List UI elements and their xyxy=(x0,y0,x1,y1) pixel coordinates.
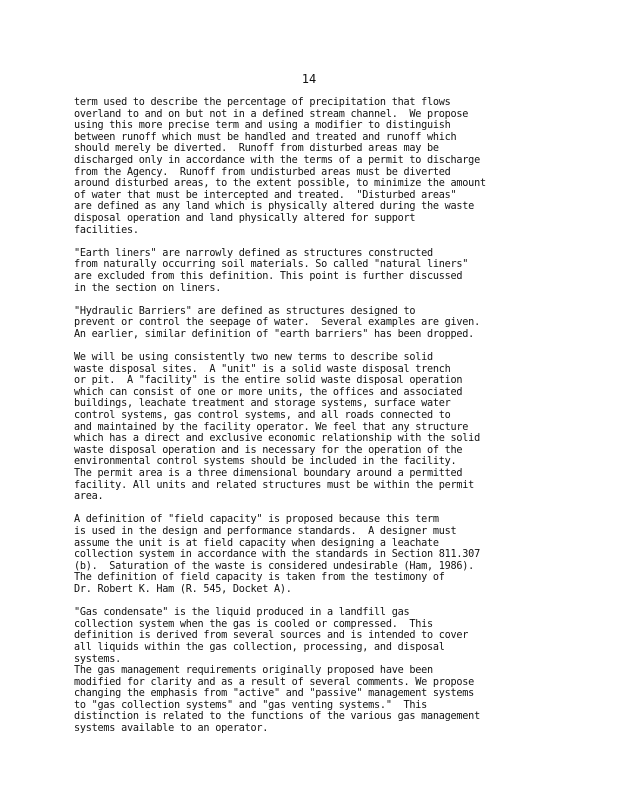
paragraph-field-capacity: A definition of "field capacity" is proposed because this term is used in the design and performance standards. A designer must assume the unit is at field capacity when designing a leachate collection system in accordance with the standards in Section 811.307 (b). Saturation of the waste is considered undesirable (Ham, 1986). The definition of field capacity is taken from the testimony of Dr. Robert K. Ham (R. 545, Docket A). xyxy=(74,514,480,595)
paragraph-unit-facility: We will be using consistently two new terms to describe solid waste disposal sites. A "unit" is a solid waste disposal trench or pit. A "facility" is the entire solid waste disposal operation which can consist of one or more units, the offices and associated buildings, leachate treatment and storage systems, surface water control systems, gas control systems, and all roads connected to and maintained by the facility operator. We feel that any structure which has a direct and exclusive economic relationship with the solid waste disposal operation and is necessary for the operation of the environmental control systems should be included in the facility. The permit area is a three dimensional boundary around a permitted facility. All units and related structures must be within the permit area. xyxy=(74,352,480,503)
paragraph-runoff: term used to describe the percentage of precipitation that flows overland to and on but not in a defined stream channel. We propose using this more precise term and using a modifier to distinguish between runoff which must be handled and treated and runoff which should merely be diverted. Runoff from disturbed areas may be discharged only in accordance with the terms of a permit to discharge from the Agency. Runoff from undisturbed areas must be diverted around disturbed areas, to the extent possible, to minimize the amount of water that must be intercepted and treated. "Disturbed areas" are defined as any land which is physically altered during the waste disposal operation and land physically altered for support facilities. xyxy=(74,97,486,236)
paragraph-gas-management: The gas management requirements originally proposed have been modified for clarity and as a result of several comments. We propose changing the emphasis from "active" and "passive" management systems to "gas collection systems" and "gas venting systems." This distinction is related to the functions of the various gas management systems available to an operator. xyxy=(74,665,480,735)
paragraph-gas-condensate: "Gas condensate" is the liquid produced in a landfill gas collection system when the gas is cooled or compressed. This definition is derived from several sources and is intended to cover all liquids within the gas collection, processing, and disposal systems. xyxy=(74,607,469,665)
document-body xyxy=(74,97,554,735)
paragraph-earth-liners: "Earth liners" are narrowly defined as structures constructed from naturally occurring soil materials. So called "natural liners" are excluded from this definition. This point is further discussed in the section on liners. xyxy=(74,247,469,294)
paragraph-hydraulic-barriers: "Hydraulic Barriers" are defined as structures designed to prevent or control the seepage of water. Several examples are given. An earlier, similar definition of "earth barriers" has been dropped. xyxy=(74,305,480,340)
page-number: 14 xyxy=(301,72,317,86)
